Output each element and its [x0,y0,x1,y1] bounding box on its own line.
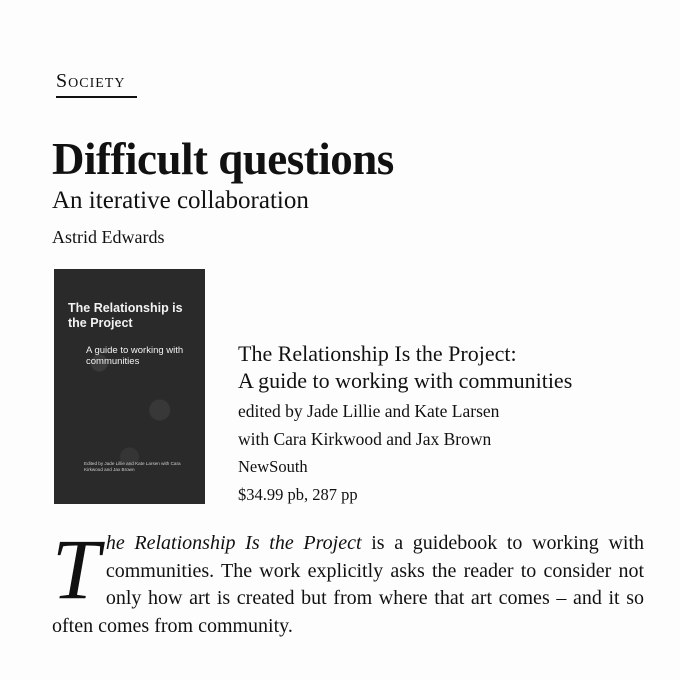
book-cover [54,269,205,504]
book-price: $34.99 pb, 287 pp [238,485,358,504]
book-title-line2: A guide to working with communities [238,368,573,393]
article-author[interactable]: Astrid Edwards [52,227,165,247]
book-publisher: NewSouth [238,457,308,476]
section-underline [56,96,137,98]
article-title: Difficult questions [52,134,394,184]
section-label[interactable]: Society [56,70,126,92]
body-paragraph [52,521,644,640]
cover-title: The Relationship is the Project [68,301,183,330]
book-title-line1: The Relationship Is the Project: [238,341,517,366]
article-subtitle: An iterative collaboration [52,187,309,214]
drop-cap: T [52,521,100,617]
cover-editors: Edited by Jade Lillie and Kate Larsen with Cara Kirkwood and Jax Brown [84,461,181,472]
cover-subtitle: A guide to working with communities [86,345,184,367]
book-editors: edited by Jade Lillie and Kate Larsen [238,401,500,421]
book-title-italic: he Relationship Is the Project [105,532,362,554]
article-body [52,521,644,640]
body-text: is a guidebook to working with communities. The work explicitly asks the reader to consider not only how art is created but from where that art comes – and it so often comes from community. [52,532,644,637]
book-contributors: with Cara Kirkwood and Jax Brown [238,429,492,449]
